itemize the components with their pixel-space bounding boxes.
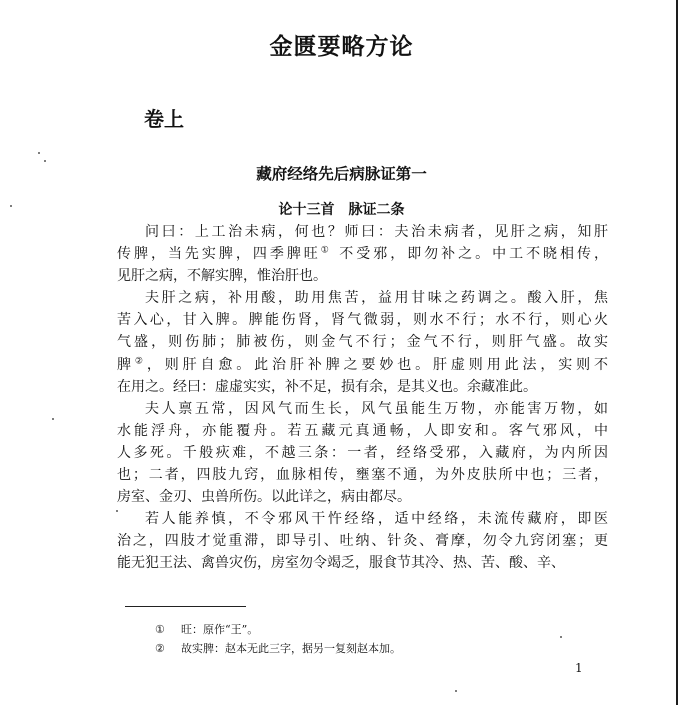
text-segment: ，则肝自愈。此治肝补脾之要妙也。肝虚则用此法，实则不 bbox=[146, 356, 608, 373]
footnote-ref: ① bbox=[320, 245, 332, 256]
text-line: 问曰：上工治未病，何也？师曰：夫治未病者，见肝之病，知肝 bbox=[145, 224, 608, 240]
body-text bbox=[117, 221, 608, 575]
text-line bbox=[117, 354, 608, 376]
scan-speck bbox=[116, 510, 118, 512]
text-segment: 脾 bbox=[117, 356, 135, 373]
text-line: 能无犯王法、禽兽灾伤，房室勿令竭乏，服食节其冷、热、苦、酸、辛、 bbox=[117, 555, 565, 572]
text-line: 夫肝之病，补用酸，助用焦苦，益用甘味之药调之。酸入肝，焦 bbox=[145, 290, 608, 307]
scan-speck bbox=[38, 152, 40, 154]
scan-speck bbox=[44, 160, 46, 162]
section-label-pulse: 脉证二条 bbox=[348, 202, 405, 218]
footnote-text: 故实脾：赵本无此三字，据另一复刻赵本加。 bbox=[181, 642, 401, 655]
scan-speck bbox=[52, 418, 54, 420]
page-edge-shadow bbox=[676, 0, 678, 705]
page-number: 1 bbox=[575, 661, 583, 675]
text-segment: 不受邪，即勿补之。中工不晓相传， bbox=[331, 246, 608, 263]
footnotes bbox=[155, 620, 401, 658]
text-line: 也；二者，四肢九窍，血脉相传，壅塞不通，为外皮肤所中也；三者， bbox=[117, 467, 608, 484]
footnote bbox=[155, 620, 401, 639]
text-line: 气盛，则伤肺；肺被伤，则金气不行；金气不行，则肝气盛。故实 bbox=[117, 334, 608, 351]
footnote bbox=[155, 639, 401, 658]
text-line: 人多死。千般疢难，不越三条：一者，经络受邪，入藏府，为内所因 bbox=[117, 444, 608, 461]
text-line: 水能浮舟，亦能覆舟。若五藏元真通畅，人即安和。客气邪风，中 bbox=[117, 422, 608, 439]
footnote-text: 旺：原作“王”。 bbox=[181, 623, 259, 636]
footnote-mark: ① bbox=[155, 623, 165, 636]
text-line: 见肝之病，不解实脾，惟治肝也。 bbox=[117, 268, 327, 285]
text-line: 苦入心，甘入脾。脾能伤肾，肾气微弱，则水不行；水不行，则心火 bbox=[117, 312, 608, 329]
text-line: 若人能养慎，不令邪风干忤经络，适中经络，未流传藏府，即医 bbox=[145, 511, 608, 528]
section-label-discussions: 论十三首 bbox=[278, 202, 335, 218]
text-line: 房室、金刃、虫兽所伤。以此详之，病由都尽。 bbox=[117, 489, 411, 506]
volume-heading: 卷上 bbox=[144, 107, 184, 131]
text-line: 夫人禀五常，因风气而生长，风气虽能生万物，亦能害万物，如 bbox=[145, 400, 608, 417]
text-segment: 传脾，当先实脾，四季脾旺 bbox=[117, 246, 321, 263]
footnote-ref: ② bbox=[134, 355, 147, 366]
scan-speck bbox=[560, 636, 562, 638]
section-subheading bbox=[0, 199, 683, 219]
scan-speck bbox=[455, 690, 457, 692]
scan-speck bbox=[10, 205, 12, 207]
book-title: 金匮要略方论 bbox=[269, 34, 414, 60]
chapter-title: 藏府经络先后病脉证第一 bbox=[256, 165, 427, 183]
text-line: 在用之。经曰：虚虚实实，补不足，损有余，是其义也。余藏准此。 bbox=[117, 378, 537, 395]
footnote-mark: ② bbox=[155, 642, 165, 655]
text-line: 治之，四肢才觉重滞，即导引、吐纳、针灸、膏摩，勿令九窍闭塞；更 bbox=[117, 533, 608, 550]
text-line bbox=[117, 243, 608, 265]
footnote-separator bbox=[125, 606, 246, 607]
